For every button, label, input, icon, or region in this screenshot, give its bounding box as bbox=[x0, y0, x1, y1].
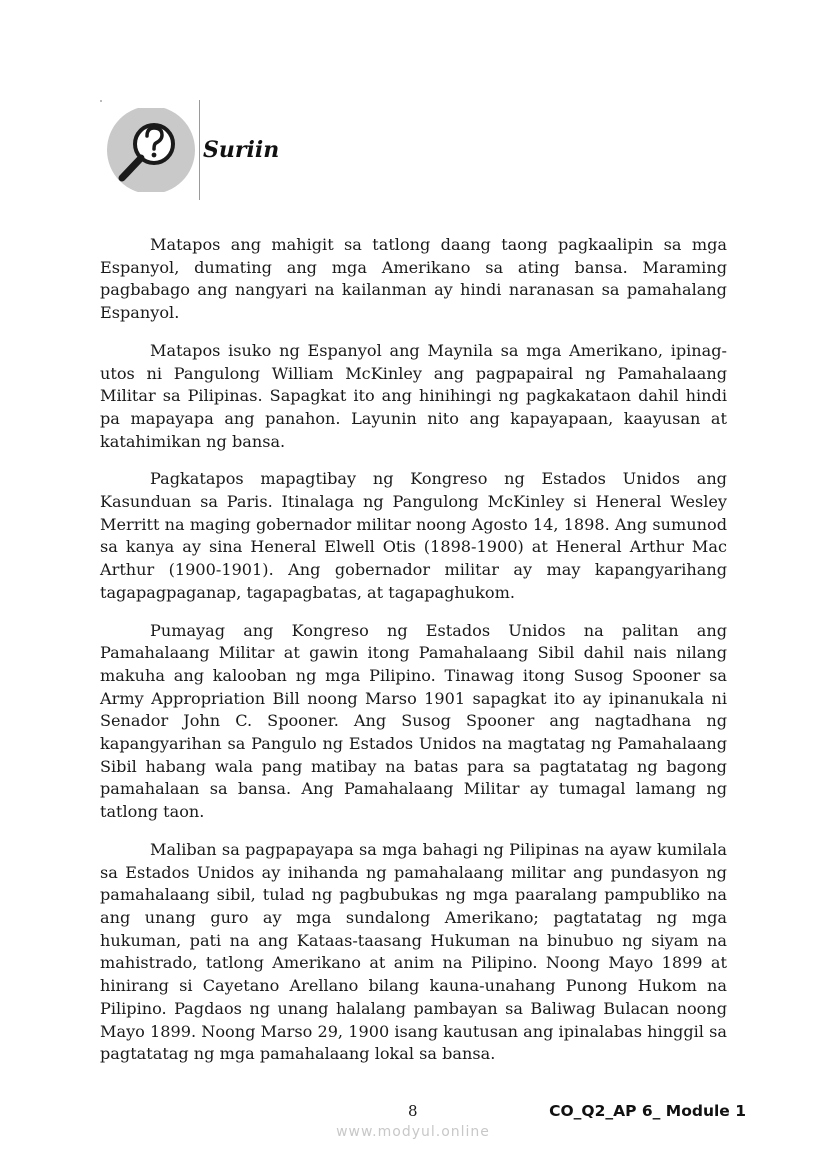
paragraph: Pagkatapos mapagtibay ng Kongreso ng Estados Unidos ang Kasunduan sa Paris. Itinalaga ng Pangulong McKinley si Heneral Wesley Merritt na maging gobernador militar noong Agosto 14, 1898. Ang sumunod sa kanya ay sina Heneral Elwell Otis (1898-1900) at Heneral Arthur Mac Arthur (1900-1901). Ang gobernador militar ay may kapangyarihang tagapagpaganap, tagapagbatas, at tagapaghukom. bbox=[100, 469, 727, 602]
paragraph: Matapos ang mahigit sa tatlong daang taong pagkaalipin sa mga Espanyol, dumating ang mga Amerikano sa ating bansa. Maraming pagbabago ang nangyari na kailanman ay hindi naranasan sa pamahalang Espanyol. bbox=[100, 235, 727, 323]
paragraph: Maliban sa pagpapayapa sa mga bahagi ng Pilipinas na ayaw kumilala sa Estados Unidos ay inihanda ng pamahalaang militar ang pundasyon ng pamahalaang sibil, tulad ng pagbubukas ng mga paaralang pampubliko na ang unang guro ay mga sundalong Amerikano; pagtatatag ng mga hukuman, pati na ang Kataas-taasang Hukuman na binubuo ng siyam na mahistrado, tatlong Amerikano at anim na Pilipino. Noong Mayo 1899 at hinirang si Cayetano Arellano bilang kauna-unahang Punong Hukom na Pilipino. Pagdaos ng unang halalang pambayan sa Baliwag Bulacan noong Mayo 1899. Noong Marso 29, 1900 isang kautusan ang ipinalabas hinggil sa pagtatatag ng mga pamahalaang lokal sa bansa. bbox=[100, 839, 727, 1064]
paragraph: Matapos isuko ng Espanyol ang Maynila sa mga Amerikano, ipinag-utos ni Pangulong William McKinley ang pagpapairal ng Pamahalaang Militar sa Pilipinas. Sapagkat ito ang hinihingi ng pagkakataon dahil hindi pa mapayapa ang panahon. Layunin nito ang kapayapaan, kaayusan at katahimikan ng bansa. bbox=[100, 340, 727, 451]
body-text bbox=[100, 234, 727, 1081]
section-title: Suriin bbox=[203, 137, 280, 163]
header-divider bbox=[199, 100, 200, 200]
magnifier-question-icon bbox=[106, 108, 196, 192]
paragraph: Pumayag ang Kongreso ng Estados Unidos na palitan ang Pamahalaang Militar at gawin itong Pamahalaang Sibil dahil nais nilang makuha ang kalooban ng mga Pilipino. Tinawag itong Susog Spooner sa Army Appropriation Bill noong Marso 1901 sapagkat ito ay ipinanukala ni Senador John C. Spooner. Ang Susog Spooner ang nagtadhana ng kapangyarihan sa Pangulo ng Estados Unidos na magtatag ng Pamahalaang Sibil habang wala pang matibay na batas para sa pagtatatag ng bagong pamahalaan sa bansa. Ang Pamahalaang Militar ay tumagal lamang ng tatlong taon. bbox=[100, 620, 727, 822]
watermark: www.modyul.online bbox=[336, 1124, 490, 1140]
page-number: 8 bbox=[408, 1102, 418, 1120]
module-label: CO_Q2_AP 6_ Module 1 bbox=[549, 1102, 746, 1120]
corner-mark bbox=[100, 100, 102, 102]
